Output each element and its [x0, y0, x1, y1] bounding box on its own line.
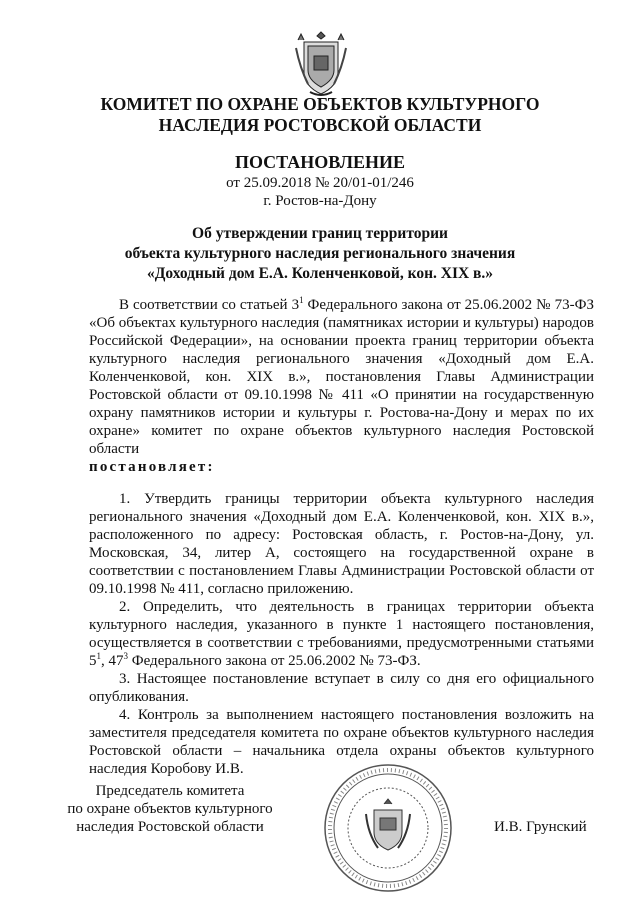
item-2-superscript-2: 3	[123, 651, 128, 661]
date-number-line: от 25.09.2018 № 20/01-01/246	[226, 175, 414, 191]
subject-line-1: Об утверждении границ территории	[192, 225, 448, 242]
item-2	[89, 598, 594, 670]
item-2-text-c: Федерального закона от 25.06.2002 № 73-ФЗ.	[128, 653, 421, 669]
committee-header	[0, 94, 640, 136]
official-seal-icon	[322, 762, 454, 894]
subject-line-2: объекта культурного наследия регионального значения	[124, 245, 516, 262]
header-line-1: КОМИТЕТ ПО ОХРАНЕ ОБЪЕКТОВ КУЛЬТУРНОГО	[100, 94, 540, 114]
item-3: 3. Настоящее постановление вступает в силу со дня его официального опубликования.	[89, 671, 594, 705]
preamble-paragraph	[89, 296, 594, 458]
item-2-text-b: , 47	[101, 653, 124, 669]
item-4: 4. Контроль за выполнением настоящего постановления возложить на заместителя председателя комитета по охране объектов культурного наследия Ростовской области – начальника отдела охраны объектов культурного наследия Коробову И.В.	[89, 707, 594, 777]
subject-block	[0, 224, 640, 284]
position-line-2: по охране объектов культурного	[67, 801, 273, 817]
coat-of-arms-icon	[290, 28, 352, 100]
header-line-2: НАСЛЕДИЯ РОСТОВСКОЙ ОБЛАСТИ	[158, 115, 482, 135]
city-line: г. Ростов-на-Дону	[263, 193, 377, 209]
decree-word-line	[89, 458, 594, 476]
subject-line-3: «Доходный дом Е.А. Коленченковой, кон. XIX в.»	[146, 265, 494, 282]
preamble-superscript: 1	[299, 295, 304, 305]
position-line-3: наследия Ростовской области	[76, 819, 264, 835]
item-2-superscript-1: 1	[96, 651, 101, 661]
signatory-name: И.В. Грунский	[494, 819, 587, 835]
decree-word: постановляет:	[89, 459, 215, 475]
item-2-text-a: 2. Определить, что деятельность в границах территории объекта культурного наследия, указанного в пункте 1 настоящего постановления, осуществляется в соответствии с требованиями, предусмотренными статьями 5	[89, 599, 594, 669]
preamble-text-a: В соответствии со статьей 3	[119, 297, 300, 313]
document-title: ПОСТАНОВЛЕНИЕ	[234, 152, 406, 172]
item-1: 1. Утвердить границы территории объекта культурного наследия регионального значения «Доходный дом Е.А. Коленченковой, кон. XIX в.», расположенного по адресу: Ростовская область, г. Ростов-на-Дону, ул. Московская, 34, литер А, состоящего на государственной охране в соответствии с постановлением Главы Администрации Ростовской области от 09.10.1998 № 411, согласно приложению.	[89, 491, 594, 597]
preamble-text-b: Федерального закона от 25.06.2002 № 73-ФЗ «Об объектах культурного наследия (памятниках истории и культуры) народов Российской Федерации», на основании проекта границ территории объекта культурного наследия регионального значения «Доходный дом Е.А. Коленченковой, кон. XIX в.», постановления Главы Администрации Ростовской области от 09.10.1998 № 411 «О принятии на государственную охрану памятников истории и культуры г. Ростова-на-Дону и мерах по их охране» комитет по охране объектов культурного наследия Ростовской области	[89, 297, 594, 457]
document-body	[89, 296, 594, 778]
position-line-1: Председатель комитета	[95, 783, 245, 799]
signatory-position	[60, 782, 280, 836]
